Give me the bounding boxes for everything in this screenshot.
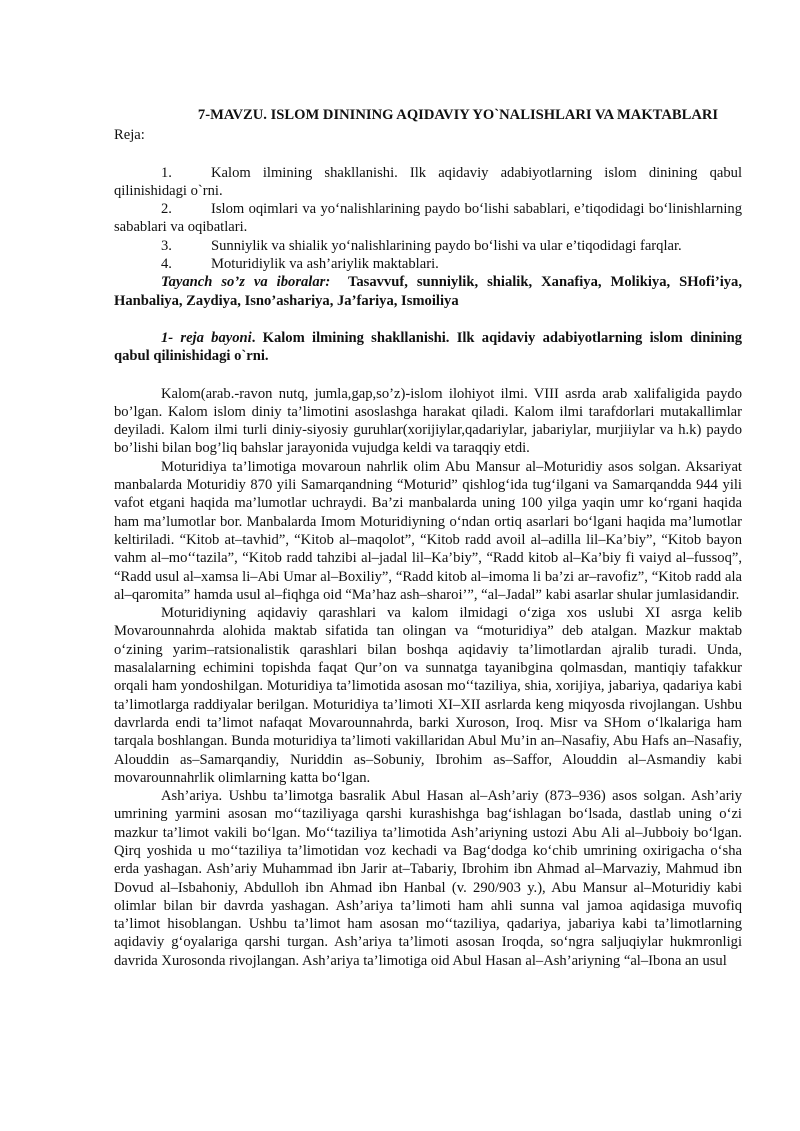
keywords-label: Tayanch so’z va iboralar:	[161, 274, 331, 291]
spacer	[114, 310, 742, 329]
plan-item-text: Kalom ilmining shakllanishi. Ilk aqidaviy adabiyotlarning islom dinining qabul qilinishidagi o`rni.	[114, 164, 742, 199]
plan-item-number: 1.	[161, 164, 172, 181]
body-paragraph: Moturidiyning aqidaviy qarashlari va kalom ilmidagi o‘ziga xos uslubi XI asrga kelib Movarounnahrda alohida maktab sifatida tan olingan va “moturidiya” deb atalgan. Mazkur maktab o‘zining yarim–ratsionalistik qarashlari bilan boshqa aqidaviy ta’limotlardan ajralib turadi. Unda, masalalarning echimini topishda faqat Qur’on va sunnatga tayanibgina qolmasdan, mantiqiy tafakkur orqali ham yondoshilgan. Moturidiya ta’limotida asosan mo‘‘taziliya, shia, xorijiya, jabariya, qadariya kabi ta’limotlarga raddiyalar berilgan. Moturidiya ta’limoti XI–XII asrlarda keng miqyosda rivojlangan. Ushbu davrlarda endi ta’limot nafaqat Movarounnahrda, barki Xuroson, Iroq. Misr va SHom o‘lkalariga ham tarqala boshlangan. Bunda moturidiya ta’limoti vakillaridan Abul Mu’in an–Nasafiy, Abu Hafs an–Nasafiy, Alouddin as–Samarqandiy, Nuriddin as–Sobuniy, Ibrohim as–Saffor, Alouddin al–Asmandiy kabi movarounnahrlik olimlarning katta bo‘lgan.	[114, 605, 742, 786]
section-heading: 1- reja bayoni. Kalom ilmining shakllanishi. Ilk aqidaviy adabiyotlarning islom dinining qabul qilinishidagi o`rni.	[114, 329, 742, 365]
plan-item-number: 4.	[161, 256, 172, 273]
plan-item-4	[114, 255, 742, 273]
plan-item-3	[114, 237, 742, 255]
plan-item-text: Sunniylik va shialik yo‘nalishlarining paydo bo‘lishi va ular e’tiqodidagi farqlar.	[211, 237, 682, 254]
plan-item-number: 2.	[161, 201, 172, 218]
plan-item-text: Islom oqimlari va yo‘nalishlarining paydo bo‘lishi sabablari, e’tiqodidagi bo‘linishlarning sabablari va oqibatlari.	[114, 201, 742, 236]
plan-label: Reja:	[114, 127, 145, 144]
plan-item-1	[114, 164, 742, 201]
plan-item-text: Moturidiylik va ash’ariylik maktablari.	[211, 256, 439, 273]
keywords-line	[114, 273, 742, 310]
spacer	[114, 366, 742, 385]
spacer	[114, 145, 742, 164]
body-paragraph: Ash’ariya. Ushbu ta’limotga basralik Abul Hasan al–Ash’ariy (873–936) asos solgan. Ash’ariy umrining yarmini asosan mo‘‘taziliyaga qarshi kurashishga bag‘ishlagan bo‘lsada, dastlab uning o‘zi mazkur ta’limot vakili bo‘lgan. Mo‘‘taziliya ta’limotida Ash’ariyning ustozi Abu Ali al–Jubboiy bo‘lgan. Qirq yoshida u mo‘‘taziliya ta’limotidan voz kechadi va Bag‘dodga ko‘chib umrining oxirigacha o‘sha erda yashagan. Ash’ariy Muhammad ibn Jarir at–Tabariy, Ibrohim ibn Ahmad al–Marvaziy, Mahmud ibn Dovud al–Isbahoniy, Abdulloh ibn Ahmad ibn Hanbal (v. 290/903 y.), Abu Mansur al–Moturidiy kabi olimlar bilan bir davrda yashagan. Ash’ariya ta’limoti ham ahli sunna val jamoa aqidasiga muvofiq ta’limot hisoblangan. Ushbu ta’limot ham asosan mo‘‘taziliya, qadariya, jabariya kabi ta’limotlarning aqidaviy g‘oyalariga qarshi turgan. Ash’ariya ta’limoti asosan Iroqda, so‘ngra saljuqiylar hukmronligi davrida Xurosonda rivojlangan. Ash’ariya ta’limotiga oid Abul Hasan al–Ash’ariyning “al–Ibona an usul	[114, 788, 742, 969]
body-paragraph: Moturidiya ta’limotiga movaroun nahrlik olim Abu Mansur al–Moturidiy asos solgan. Aksariyat manbalarda Moturidiy 870 yili Samarqandning “Moturid” qishlog‘ida tug‘ilgani va Samarqandda 944 yili vafot etgani haqida ma’lumotlar uchraydi. Ba’zi manbalarda uning 100 yilga yaqin umr ko‘rgani haqida ham ma’lumotlar bor. Manbalarda Imom Moturidiyning o‘ndan ortiq asarlari bo‘lgani haqida ma’lumotlar keltiriladi. “Kitob at–tavhid”, “Kitob al–maqolot”, “Kitob radd avoil al–adilla lil–Ka’biy”, “Kitob bayon vahm al–mo‘‘tazila”, “Kitob radd tahzibi al–jadal lil–Ka’biy”, “Radd kitob al–Ka’biy fi vaiyd al–fussoq”, “Radd usul al–xamsa li–Abi Umar al–Boxiliy”, “Radd kitob al–imoma li ba’zi ar–ravofiz”, “Kitob radd ala al–qaromita” hamda usul al–fiqhga oid “Ma’haz ash–sharoi’”, “al–Jadal” kabi asarlar shular jumlasidandir.	[114, 458, 742, 603]
body-paragraph: Kalom(arab.-ravon nutq, jumla,gap,so’z)-islom ilohiyot ilmi. VIII asrda arab xalifaligida paydo bo’lgan. Kalom islom diniy ta’limotini asoslashga harakat qiladi. Kalom ilmi tarafdorlari mutakallimlar deyiladi. Kalom ilmi turli diniy-siyosiy guruhlar(xorijiylar,qadariylar, jabariylar, murjiiylar va h.k) paydo bo’lishi bilan bog’liq bahslar jarayonida vujudga keldi va taraqqiy etdi.	[114, 385, 742, 457]
plan-item-number: 3.	[161, 237, 172, 254]
section-title: Kalom ilmining shakllanishi. Ilk aqidaviy adabiyotlarning islom dinining qabul qilinishidagi o`rni.	[114, 329, 742, 365]
keywords-text: Tasavvuf, sunniylik, shialik, Xanafiya, Molikiya, SHofi’iya, Hanbaliya, Zaydiya, Isno’ashariya, Ja’fariya, Ismoiliya	[114, 274, 742, 309]
document-page	[114, 106, 742, 970]
plan-item-2	[114, 200, 742, 237]
document-title: 7-MAVZU. ISLOM DININING AQIDAVIY YO`NALISHLARI VA MAKTABLARI	[197, 107, 719, 123]
section-label: 1- reja bayoni	[161, 329, 252, 346]
